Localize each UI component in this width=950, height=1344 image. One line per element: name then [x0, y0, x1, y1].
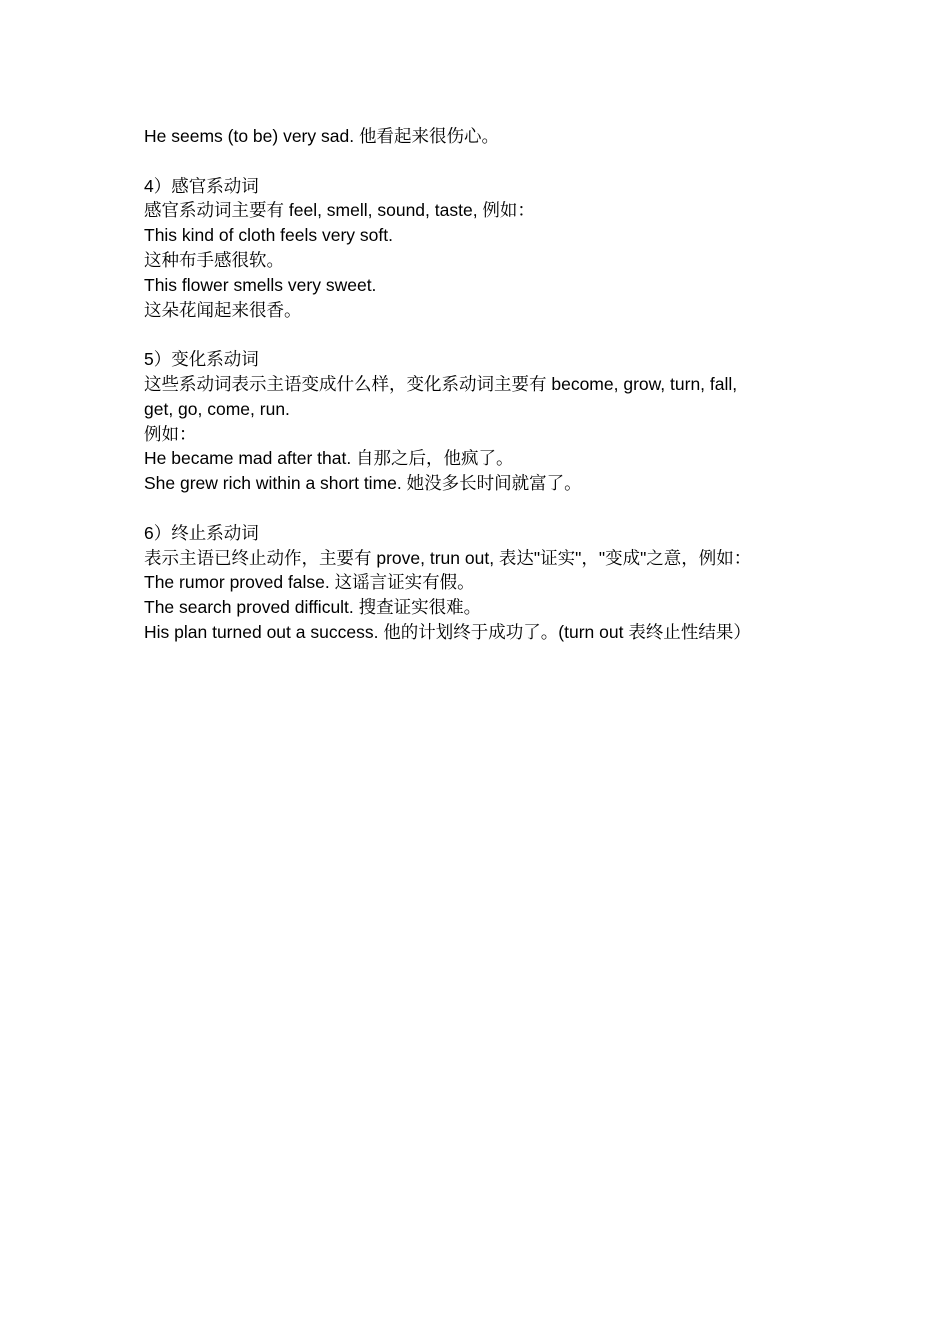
example-sentence-became-mad: He became mad after that. 自那之后，他疯了。 — [144, 448, 514, 469]
example-sentence-flower: This flower smells very sweet. — [144, 274, 377, 295]
example-label: 例如： — [144, 423, 197, 444]
terminal-verbs-description: 表示主语已终止动作，主要有 prove, trun out, 表达"证实"，"变成"之意，例如： — [144, 547, 752, 568]
document-body — [144, 124, 824, 645]
sensory-verbs-description: 感官系动词主要有 feel, smell, sound, taste, 例如： — [144, 200, 535, 221]
blank-line — [144, 149, 824, 174]
blank-line — [144, 322, 824, 347]
example-sentence-cloth: This kind of cloth feels very soft. — [144, 225, 393, 246]
change-verbs-description-line1: 这些系动词表示主语变成什么样，变化系动词主要有 become, grow, turn, fall, — [144, 373, 738, 394]
section-heading-change-linking-verbs: 5）变化系动词 — [144, 349, 259, 370]
example-sentence-seems: He seems (to be) very sad. 他看起来很伤心。 — [144, 126, 499, 146]
blank-line — [144, 496, 824, 521]
example-translation-flower: 这朵花闻起来很香。 — [144, 299, 302, 320]
change-verbs-description-line2: get, go, come, run. — [144, 398, 290, 419]
section-heading-terminal-linking-verbs: 6）终止系动词 — [144, 522, 259, 543]
example-sentence-rumor: The rumor proved false. 这谣言证实有假。 — [144, 572, 475, 593]
example-translation-cloth: 这种布手感很软。 — [144, 249, 284, 270]
example-sentence-grew-rich: She grew rich within a short time. 她没多长时间就富了。 — [144, 473, 582, 494]
example-sentence-plan: His plan turned out a success. 他的计划终于成功了。(turn out 表终止性结果） — [144, 621, 751, 642]
example-sentence-search: The search proved difficult. 搜查证实很难。 — [144, 597, 482, 618]
section-heading-sensory-linking-verbs: 4）感官系动词 — [144, 175, 259, 196]
